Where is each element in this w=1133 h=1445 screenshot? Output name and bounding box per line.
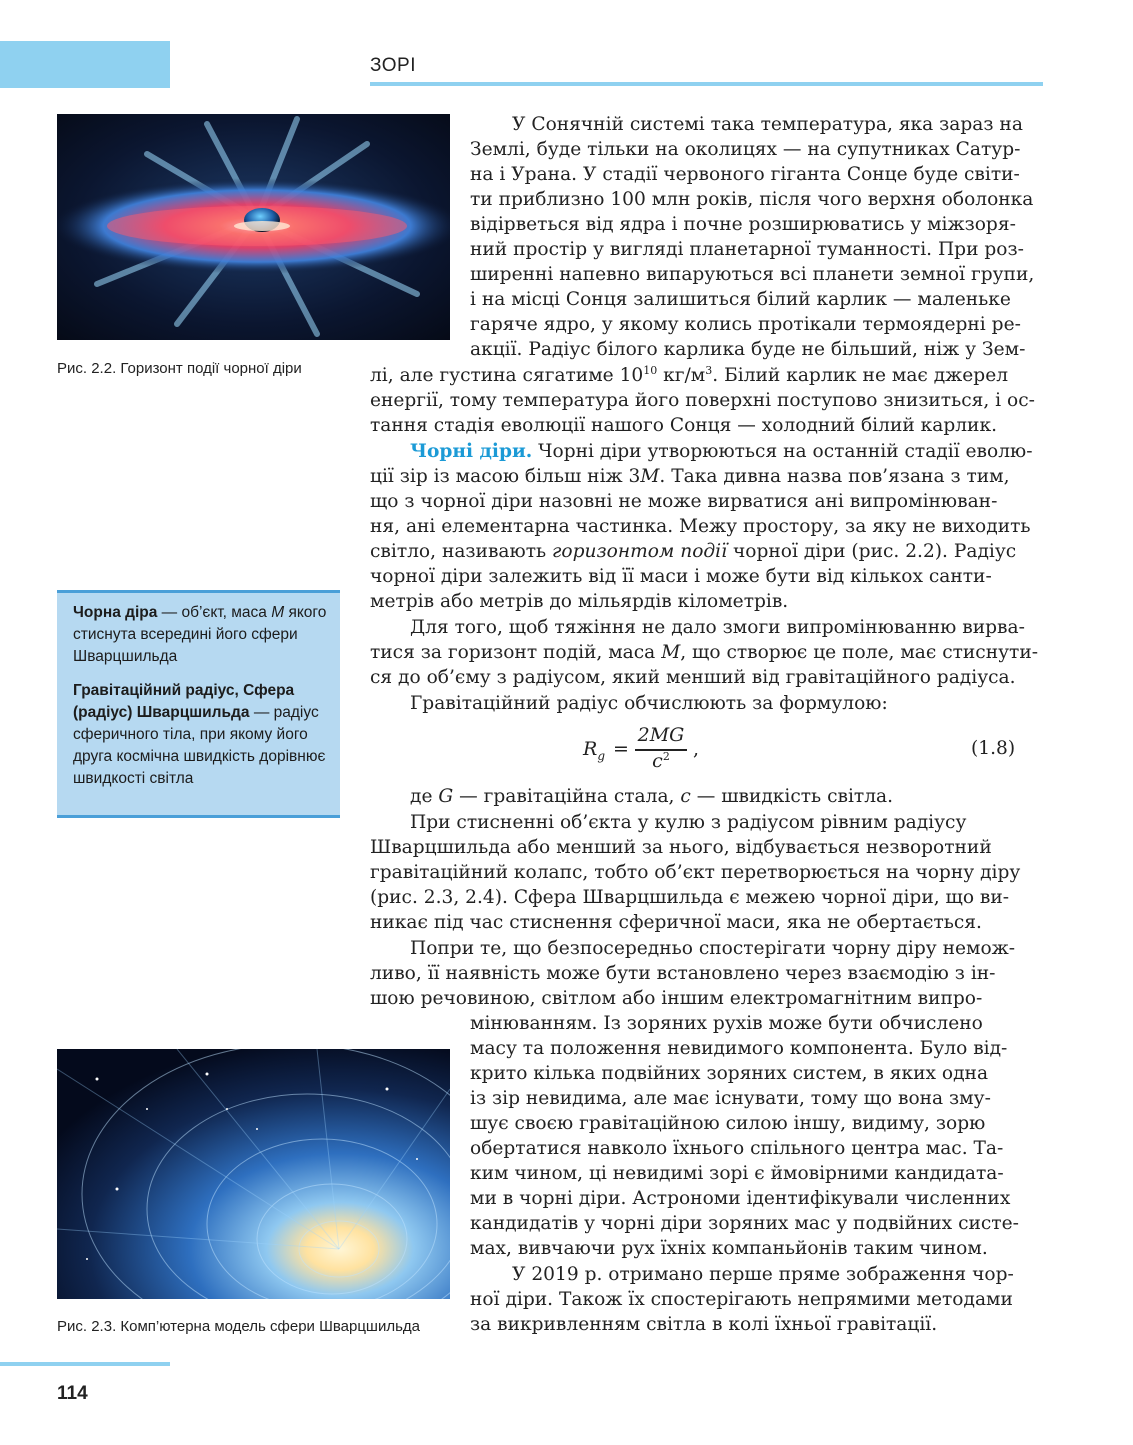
paragraph-line: обертатися навколо їхнього спільного центра мас. Та- — [470, 1138, 1004, 1159]
paragraph-line: При стисненні об’єкта у кулю з радіусом рівним радіусу — [410, 812, 967, 833]
definition-term: Чорна діра — [73, 604, 158, 621]
definition-term: Гравітаційний радіус, Сфера (радіус) Шварцшильда — [73, 682, 295, 721]
header-rule — [370, 82, 1043, 86]
paragraph-line: тання стадія еволюції нашого Сонця — холодний білий карлик. — [370, 415, 997, 436]
paragraph-line: кандидатів у чорні діри зоряних мас у подвійних систе- — [470, 1213, 1019, 1234]
paragraph-line: ції зір із масою більш ніж 3M. Така дивна назва пов’язана з тим, — [370, 466, 1010, 487]
schwarzschild-sphere-model-image — [57, 1049, 450, 1299]
definition-box — [57, 590, 340, 818]
paragraph-line: що з чорної діри назовні не може вирватися ані випромінюван- — [370, 491, 998, 512]
paragraph-line: ширенні напевно випаруються всі планети земної групи, — [470, 264, 1035, 285]
paragraph-line: мінюванням. Із зоряних рухів може бути обчислено — [470, 1013, 983, 1034]
formula-number: (1.8) — [971, 738, 1016, 759]
figure-2-2-caption: Рис. 2.2. Горизонт події чорної діри — [57, 360, 302, 377]
paragraph-line: Шварцшильда або менший за нього, відбувається незворотний — [370, 837, 992, 858]
footer-rule — [0, 1362, 170, 1366]
paragraph-line: енергії, тому температура його поверхні поступово знизиться, і ос- — [370, 390, 1035, 411]
paragraph-line: У 2019 р. отримано перше пряме зображення чор- — [512, 1264, 1014, 1285]
paragraph-line: У Сонячній системі така температура, яка зараз на — [512, 114, 1023, 135]
figure-2-3-caption: Рис. 2.3. Комп’ютерна модель сфери Шварцшильда — [57, 1318, 420, 1335]
paragraph-line: чорної діри залежить від її маси і може бути від кількох санти- — [370, 566, 992, 587]
formula-numerator: 2MG — [637, 724, 685, 746]
paragraph-line: гаряче ядро, у якому колись протікали термоядерні ре- — [470, 314, 1021, 335]
gravitational-radius-formula: $R_g$ = 2MG $c^2$ , — [583, 724, 700, 772]
paragraph-line: ня, ані елементарна частинка. Межу простору, за яку не виходить — [370, 516, 1031, 537]
section-heading-black-holes: Чорні діри. — [410, 441, 533, 462]
definition-schwarzschild-radius: Гравітаційний радіус, Сфера (радіус) Шварцшильда — радіус сферичного тіла, при якому його друга космічна швидкість дорівнює швидкості світла — [73, 682, 326, 787]
paragraph-line: світло, називають горизонтом події чорної діри (рис. 2.2). Радіус — [370, 541, 1017, 562]
paragraph-line: метрів або метрів до мільярдів кілометрів. — [370, 591, 789, 612]
page-number: 114 — [57, 1383, 88, 1404]
black-hole-event-horizon-image — [57, 114, 450, 340]
paragraph-line: Гравітаційний радіус обчислюють за формулою: — [410, 693, 888, 714]
paragraph-line: крито кілька подвійних зоряних систем, в яких одна — [470, 1063, 989, 1084]
paragraph-line: ся до об’єму з радіусом, який менший від гравітаційного радіуса. — [370, 667, 1016, 688]
paragraph-line: Землі, буде тільки на околицях — на супутниках Сатур- — [470, 139, 1021, 160]
paragraph-line: мах, вивчаючи рух їхніх компаньйонів таким чином. — [470, 1238, 988, 1259]
paragraph-line: ний простір у вигляді планетарної туманності. При роз- — [470, 239, 1024, 260]
paragraph-line: ми в чорні діри. Астрономи ідентифікували численних — [470, 1188, 1011, 1209]
paragraph-line: і на місці Сонця залишиться білий карлик — маленьке — [470, 289, 1011, 310]
paragraph-line: (рис. 2.3, 2.4). Сфера Шварцшильда є межею чорної діри, що ви- — [370, 887, 1010, 908]
paragraph-line: тися за горизонт подій, маса M, що створює це поле, має стиснути- — [370, 642, 1038, 663]
paragraph-line: за викривленням світла в колі їхньої гравітації. — [470, 1314, 938, 1335]
paragraph-line: Попри те, що безпосередньо спостерігати чорну діру немож- — [410, 938, 1016, 959]
paragraph-line: ної діри. Також їх спостерігають непрямими методами — [470, 1289, 1013, 1310]
paragraph-line: гравітаційний колапс, тобто об’єкт перетворюється на чорну діру — [370, 862, 1021, 883]
chapter-title: ЗОРІ — [370, 55, 416, 76]
paragraph-line: шою речовиною, світлом або іншим електромагнітним випро- — [370, 988, 983, 1009]
definition-black-hole: Чорна діра — об’єкт, маса M якого стиснута всередині його сфери Шварцшильда — [73, 604, 327, 665]
paragraph-line: Чорні діри. Чорні діри утворюються на останній стадії еволю- — [410, 441, 1033, 462]
paragraph-line: никає під час стиснення сферичної маси, яка не обертається. — [370, 912, 982, 933]
paragraph-line: де G — гравітаційна стала, c — швидкість світла. — [410, 786, 894, 807]
paragraph-line: Для того, щоб тяжіння не дало змоги випромінюванню вирва- — [410, 617, 1025, 638]
paragraph-line: ти приблизно 100 млн років, після чого верхня оболонка — [470, 189, 1034, 210]
paragraph-line: шує своєю гравітаційною силою іншу, видиму, зорю — [470, 1113, 986, 1134]
paragraph-line: відірветься від ядра і почне розширюватись у міжзоря- — [470, 214, 1016, 235]
formula-denominator: $c^2$ — [652, 750, 670, 772]
paragraph-line: масу та положення невидимого компонента. Було від- — [470, 1038, 1008, 1059]
paragraph-line: ливо, її наявність може бути встановлено через взаємодію з ін- — [370, 963, 996, 984]
paragraph-line: акції. Радіус білого карлика буде не більший, ніж у Зем- — [470, 339, 1026, 360]
paragraph-line: на і Урана. У стадії червоного гіганта Сонце буде світи- — [470, 164, 1020, 185]
header-accent-tab — [0, 41, 170, 88]
paragraph-line: із зір невидима, але має існувати, тому що вона зму- — [470, 1088, 991, 1109]
formula-lhs: $R_g$ — [583, 738, 605, 763]
paragraph-line: ким чином, ці невидимі зорі є ймовірними кандидата- — [470, 1163, 1004, 1184]
paragraph-line: лі, але густина сягатиме $10^{10}$ $кг/м^3$. Білий карлик не має джерел — [370, 364, 1009, 386]
